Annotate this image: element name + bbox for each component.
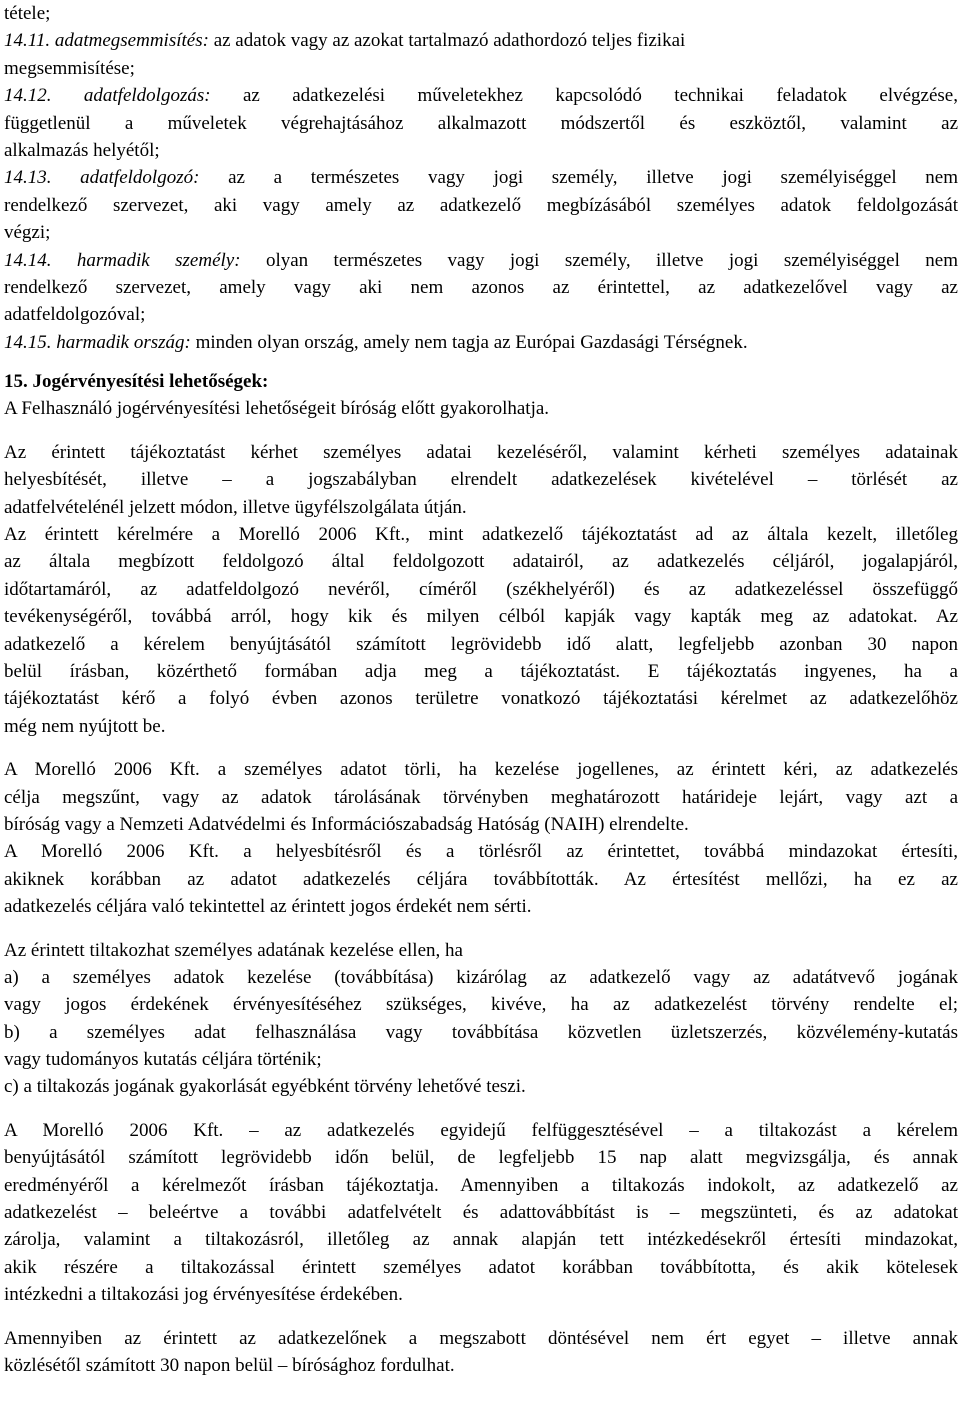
definition-line: végzi; <box>4 222 51 244</box>
definition-line: függetlenül a műveletek végrehajtásához alkalmazott módszertől és eszköztől, valamint az <box>4 112 958 134</box>
paragraph-p3 <box>4 756 958 838</box>
paragraph-p4 <box>4 838 958 920</box>
definition-d-1415 <box>4 329 958 356</box>
paragraph-line: akiknek korábban az adatot adatkezelés céljára továbbították. Az értesítést mellőzi, ha ez az <box>4 868 958 890</box>
definition-line <box>4 247 958 274</box>
paragraph-line: A Morelló 2006 Kft. a helyesbítésről és a törlésről az érintettet, továbbá mindazokat értesíti, <box>4 841 958 863</box>
definition-term: harmadik személy: <box>76 249 266 271</box>
paragraph-line: A Morelló 2006 Kft. – az adatkezelés egyidejű felfüggesztésével – a tiltakozást a kérelem <box>4 1119 958 1141</box>
paragraph-line: zárolja, valamint a tiltakozásról, illetőleg az annak alapján tett intézkedésekről értesíti mindazokat, <box>4 1229 958 1251</box>
definition-line: megsemmisítése; <box>4 57 135 79</box>
paragraph-p5 <box>4 937 958 1101</box>
paragraphs <box>4 423 958 1380</box>
paragraph-line: eredményéről a kérelmezőt írásban tájékoztatja. Amennyiben a tiltakozás indokolt, az adatkezelő az <box>4 1174 958 1196</box>
paragraph-line: adatkezelést – beleértve a további adatfelvételt és adattovábbítást is – megszünteti, és az adatokat <box>4 1202 958 1224</box>
paragraph-line: adatkezelés céljára való tekintettel az érintett jogos érdekét nem sérti. <box>4 896 532 918</box>
definition-line <box>4 329 958 356</box>
definition-d-1414 <box>4 247 958 329</box>
paragraph-line: helyesbítését, illetve – a jogszabályban elrendelt adatkezelések kivételével – törlését az <box>4 469 958 491</box>
definition-text: olyan természetes vagy jogi személy, illetve jogi személyiséggel nem <box>265 249 958 271</box>
definition-line: rendelkező szervezet, aki vagy amely az adatkezelő megbízásából személyes adatok feldolgozását <box>4 194 958 216</box>
paragraph-p1 <box>4 439 958 521</box>
definition-term: adatfeldolgozó: <box>80 167 229 189</box>
definition-number: 14.14. <box>4 249 77 271</box>
paragraph-p6 <box>4 1117 958 1309</box>
paragraph-line: még nem nyújtott be. <box>4 715 166 737</box>
paragraph-line: bíróság vagy a Nemzeti Adatvédelmi és Információszabadság Hatóság (NAIH) elrendelte. <box>4 813 689 835</box>
paragraph-line: Az érintett tiltakozhat személyes adatának kezelése ellen, ha <box>4 939 463 961</box>
definition-text: az adatok vagy az azokat tartalmazó adathordozó teljes fizikai <box>213 30 686 52</box>
paragraph-line: az általa megbízott feldolgozó által feldolgozott adatairól, az adatkezelés céljáról, jogalapjáról, <box>4 551 958 573</box>
definition-text: minden olyan ország, amely nem tagja az Európai Gazdasági Térségnek. <box>195 331 748 353</box>
section-intro: A Felhasználó jogérvényesítési lehetőségeit bíróság előtt gyakorolhatja. <box>4 398 550 420</box>
definition-number: 14.12. <box>4 85 84 107</box>
definition-text: az adatkezelési műveletekhez kapcsolódó technikai feladatok elvégzése, <box>242 85 958 107</box>
paragraph-line: Az érintett tájékoztatást kérhet személyes adatai kezeléséről, valamint kérheti személyes adatainak <box>4 441 958 463</box>
definition-line <box>4 82 958 109</box>
paragraph-line: Az érintett kérelmére a Morelló 2006 Kft., mint adatkezelő tájékoztatást ad az általa kezelt, illetőleg <box>4 524 958 546</box>
section-15 <box>4 368 958 423</box>
definition-number: 14.15. <box>4 331 57 353</box>
paragraph-p7 <box>4 1325 958 1380</box>
paragraph-line: belül írásban, közérthető formában adja meg a tájékoztatást. E tájékoztatás ingyenes, ha a <box>4 660 958 682</box>
section-heading: 15. Jogérvényesítési lehetőségek: <box>4 371 269 393</box>
paragraph-line: adatfelvételénél jelzett módon, illetve ügyfélszolgálata útján. <box>4 496 467 518</box>
paragraph-line: A Morelló 2006 Kft. a személyes adatot törli, ha kezelése jogellenes, az érintett kéri, az adatkezelés <box>4 759 958 781</box>
definition-line: tétele; <box>4 3 51 24</box>
paragraph-line: időtartamáról, az adatfeldolgozó nevéről, címéről (székhelyéről) és az adatkezeléssel összefüggő <box>4 578 958 600</box>
definition-line: rendelkező szervezet, amely vagy aki nem azonos az érintettel, az adatkezelővel vagy az <box>4 276 958 298</box>
definition-number: 14.13. <box>4 167 81 189</box>
definition-d-tail <box>4 0 958 27</box>
definition-line: alkalmazás helyétől; <box>4 139 160 161</box>
paragraph-line: b) a személyes adat felhasználása vagy továbbítása közvetlen üzletszerzés, közvélemény-kutatás <box>4 1021 958 1043</box>
paragraph-line: c) a tiltakozás jogának gyakorlását egyébként törvény lehetővé teszi. <box>4 1076 526 1098</box>
paragraph-line: intézkedni a tiltakozási jog érvényesítése érdekében. <box>4 1284 403 1306</box>
definition-number: 14.11. <box>4 30 55 52</box>
paragraph-line: a) a személyes adatok kezelése (továbbítása) kizárólag az adatkezelő vagy az adatátvevő jogának <box>4 966 958 988</box>
definition-d-1412 <box>4 82 958 164</box>
paragraph-line: vagy jogos érdekének érvényesítéséhez szükséges, kivéve, ha az adatkezelést törvény rendelte el; <box>4 994 958 1016</box>
definition-d-1411 <box>4 27 958 82</box>
paragraph-line: Amennyiben az érintett az adatkezelőnek a megszabott döntésével nem ért egyet – illetve annak <box>4 1327 958 1349</box>
paragraph-line: tájékoztatást kérő a folyó évben azonos területre vonatkozó tájékoztatási kérelmet az adatkezelőhöz <box>4 688 958 710</box>
definition-term: adatmegsemmisítés: <box>54 30 214 52</box>
paragraph-line: közlésétől számított 30 napon belül – bírósághoz fordulhat. <box>4 1354 455 1376</box>
paragraph-line: akik részére a tiltakozással érintett személyes adatot korábban továbbította, és akik kötelesek <box>4 1256 958 1278</box>
definition-line <box>4 164 958 191</box>
paragraph-line: vagy tudományos kutatás céljára történik; <box>4 1049 322 1071</box>
definition-line: adatfeldolgozóval; <box>4 304 146 326</box>
paragraph-p2 <box>4 521 958 740</box>
definitions-list <box>4 0 958 356</box>
paragraph-line: tevékenységéről, továbbá arról, hogy kik és milyen célból kapják vagy kapták meg az adatokat. Az <box>4 606 958 628</box>
definition-line <box>4 27 958 54</box>
definition-text: az a természetes vagy jogi személy, illetve jogi személyiséggel nem <box>228 167 958 189</box>
definition-term: harmadik ország: <box>56 331 196 353</box>
paragraph-line: célja megszűnt, vagy az adatok tárolásának törvényben meghatározott határideje lejárt, vagy azt a <box>4 786 958 808</box>
definition-d-1413 <box>4 164 958 246</box>
paragraph-line: adatkezelő a kérelem benyújtásától számított legrövidebb idő alatt, legfeljebb azonban 30 napon <box>4 633 958 655</box>
definition-term: adatfeldolgozás: <box>83 85 243 107</box>
document-page <box>4 0 958 1379</box>
paragraph-line: benyújtásától számított legrövidebb időn belül, de legfeljebb 15 nap alatt megvizsgálja, és annak <box>4 1147 958 1169</box>
